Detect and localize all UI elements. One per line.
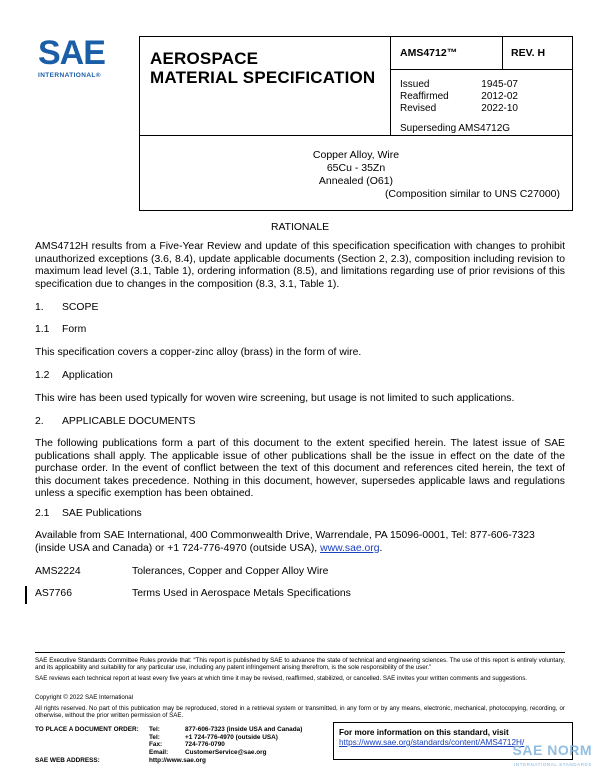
subject-line-1: Copper Alloy, Wire <box>312 149 400 161</box>
footer-rights: All rights reserved. No part of this publication may be reproduced, stored in a retrieval system or transmitted, in any form or by any means, electronic, mechanical, photocopying, recording, or otherwise, without the prior written permission of SAE. <box>35 705 565 720</box>
watermark-subtitle: INTERNATIONAL STANDARDS <box>514 762 592 767</box>
subject-line-3: Annealed (O61) <box>318 175 394 187</box>
reference-title: Tolerances, Copper and Copper Alloy Wire <box>132 566 329 577</box>
section-1-1-heading: 1.1 Form <box>35 324 87 335</box>
rationale-text: AMS4712H results from a Five-Year Review and update of this specification specification with changes to prohibit unauthorized exceptions (3.6, 8.4), update applicable documents (Section 2, 2.3), composition including revision to maximum lead level (3.1, Table 1), ordering information (8.5), and limitations regarding use of prior revisions of this specification due to changes in the composition (8.3, 3.1, Table 1). <box>35 241 565 290</box>
section-1-heading: 1. SCOPE <box>35 302 99 313</box>
sae-logo <box>38 36 118 79</box>
revision-history <box>400 79 518 115</box>
section-1-1-text: This specification covers a copper-zinc alloy (brass) in the form of wire. <box>35 347 362 358</box>
logo-subtitle: INTERNATIONAL® <box>38 72 101 79</box>
subject-composition: (Composition similar to UNS C27000) <box>384 188 560 200</box>
section-1-2-heading: 1.2 Application <box>35 370 113 381</box>
history-issued: Issued 1945-07 <box>400 79 518 90</box>
section-2-1-text: Available from SAE International, 400 Commonwealth Drive, Warrendale, PA 15096-0001, Tel: 877-606-7323 (inside USA and Canada) or +1 724-776-4970 (outside USA), www.sae.org. <box>35 530 535 554</box>
section-2-1-heading: 2.1 SAE Publications <box>35 508 142 519</box>
contact-value: 877-606-7323 (inside USA and Canada) <box>185 726 303 733</box>
order-label: TO PLACE A DOCUMENT ORDER: <box>35 726 139 733</box>
logo-mark: SAE <box>38 34 105 72</box>
revision-label: REV. H <box>511 47 546 59</box>
contact-email[interactable]: CustomerService@sae.org <box>185 748 267 756</box>
header-divider-rev <box>502 37 503 69</box>
watermark-logo: SAE NORM <box>512 742 592 758</box>
change-bar <box>25 586 27 604</box>
reference-title: Terms Used in Aerospace Metals Specifications <box>132 588 351 599</box>
more-info-heading: For more information on this standard, visit <box>339 728 509 737</box>
header-divider-vertical <box>390 37 391 135</box>
title-line-1: AEROSPACE <box>150 49 259 68</box>
material-subject <box>140 149 572 201</box>
footer-copyright: Copyright © 2022 SAE International <box>35 694 134 701</box>
reference-row <box>35 566 565 579</box>
header-divider-number <box>390 69 573 70</box>
web-address-link[interactable]: http://www.sae.org <box>149 757 206 764</box>
header-divider-subject <box>140 135 573 136</box>
footer-rules-note: SAE Executive Standards Committee Rules provide that: “This report is published by SAE to advance the state of technical and engineering sciences. The use of this report is entirely voluntary, and its applicability and suitability for any particular use, including any patent infringement arising therefrom, is the sole responsibility of the user.” <box>35 657 565 672</box>
reference-row <box>35 588 565 601</box>
standard-link[interactable]: https://www.sae.org/standards/content/AMS4712H/ <box>339 738 525 747</box>
title-line-2: MATERIAL SPECIFICATION <box>150 68 376 87</box>
superseding-note: Superseding AMS4712G <box>400 123 511 134</box>
section-2-heading: 2. APPLICABLE DOCUMENTS <box>35 416 196 427</box>
footer-review-note: SAE reviews each technical report at least every five years at which time it may be revised, reaffirmed, stabilized, or cancelled. SAE invites your written comments and suggestions. <box>35 675 528 682</box>
history-revised: Revised 2022-10 <box>400 103 518 114</box>
section-2-text: The following publications form a part of this document to the extent specified herein. The latest issue of SAE publications shall apply. The applicable issue of other publications shall be the issue in effect on the date of the purchase order. In the event of conflict between the text of this document and references cited herein, the text of this document takes precedence. Nothing in this document, however, supersedes applicable laws and regulations unless a specific exemption has been obtained. <box>35 438 565 500</box>
header-box <box>139 36 573 211</box>
order-contacts: TO PLACE A DOCUMENT ORDER: Tel: 877-606-7323 (inside USA and Canada) Tel: +1 724-776-4970 (outside USA) Fax: 724-776-0790 Email: CustomerService@sae.org <box>35 726 303 756</box>
history-reaffirmed: Reaffirmed 2012-02 <box>400 91 518 102</box>
subject-line-2: 65Cu - 35Zn <box>326 162 386 174</box>
web-address: SAE WEB ADDRESS: http://www.sae.org <box>35 757 206 764</box>
section-1-2-text: This wire has been used typically for woven wire screening, but usage is not limited to such applications. <box>35 393 515 404</box>
footer-rule <box>35 652 565 653</box>
contact-value: +1 724-776-4970 (outside USA) <box>185 733 278 741</box>
reference-code: AS7766 <box>35 588 72 599</box>
reference-code: AMS2224 <box>35 566 81 577</box>
sae-website-link[interactable]: www.sae.org <box>320 542 380 554</box>
contact-value: 724-776-0790 <box>185 741 225 748</box>
rationale-heading: RATIONALE <box>270 222 330 233</box>
spec-number: AMS4712™ <box>400 47 458 59</box>
document-title <box>150 49 375 87</box>
